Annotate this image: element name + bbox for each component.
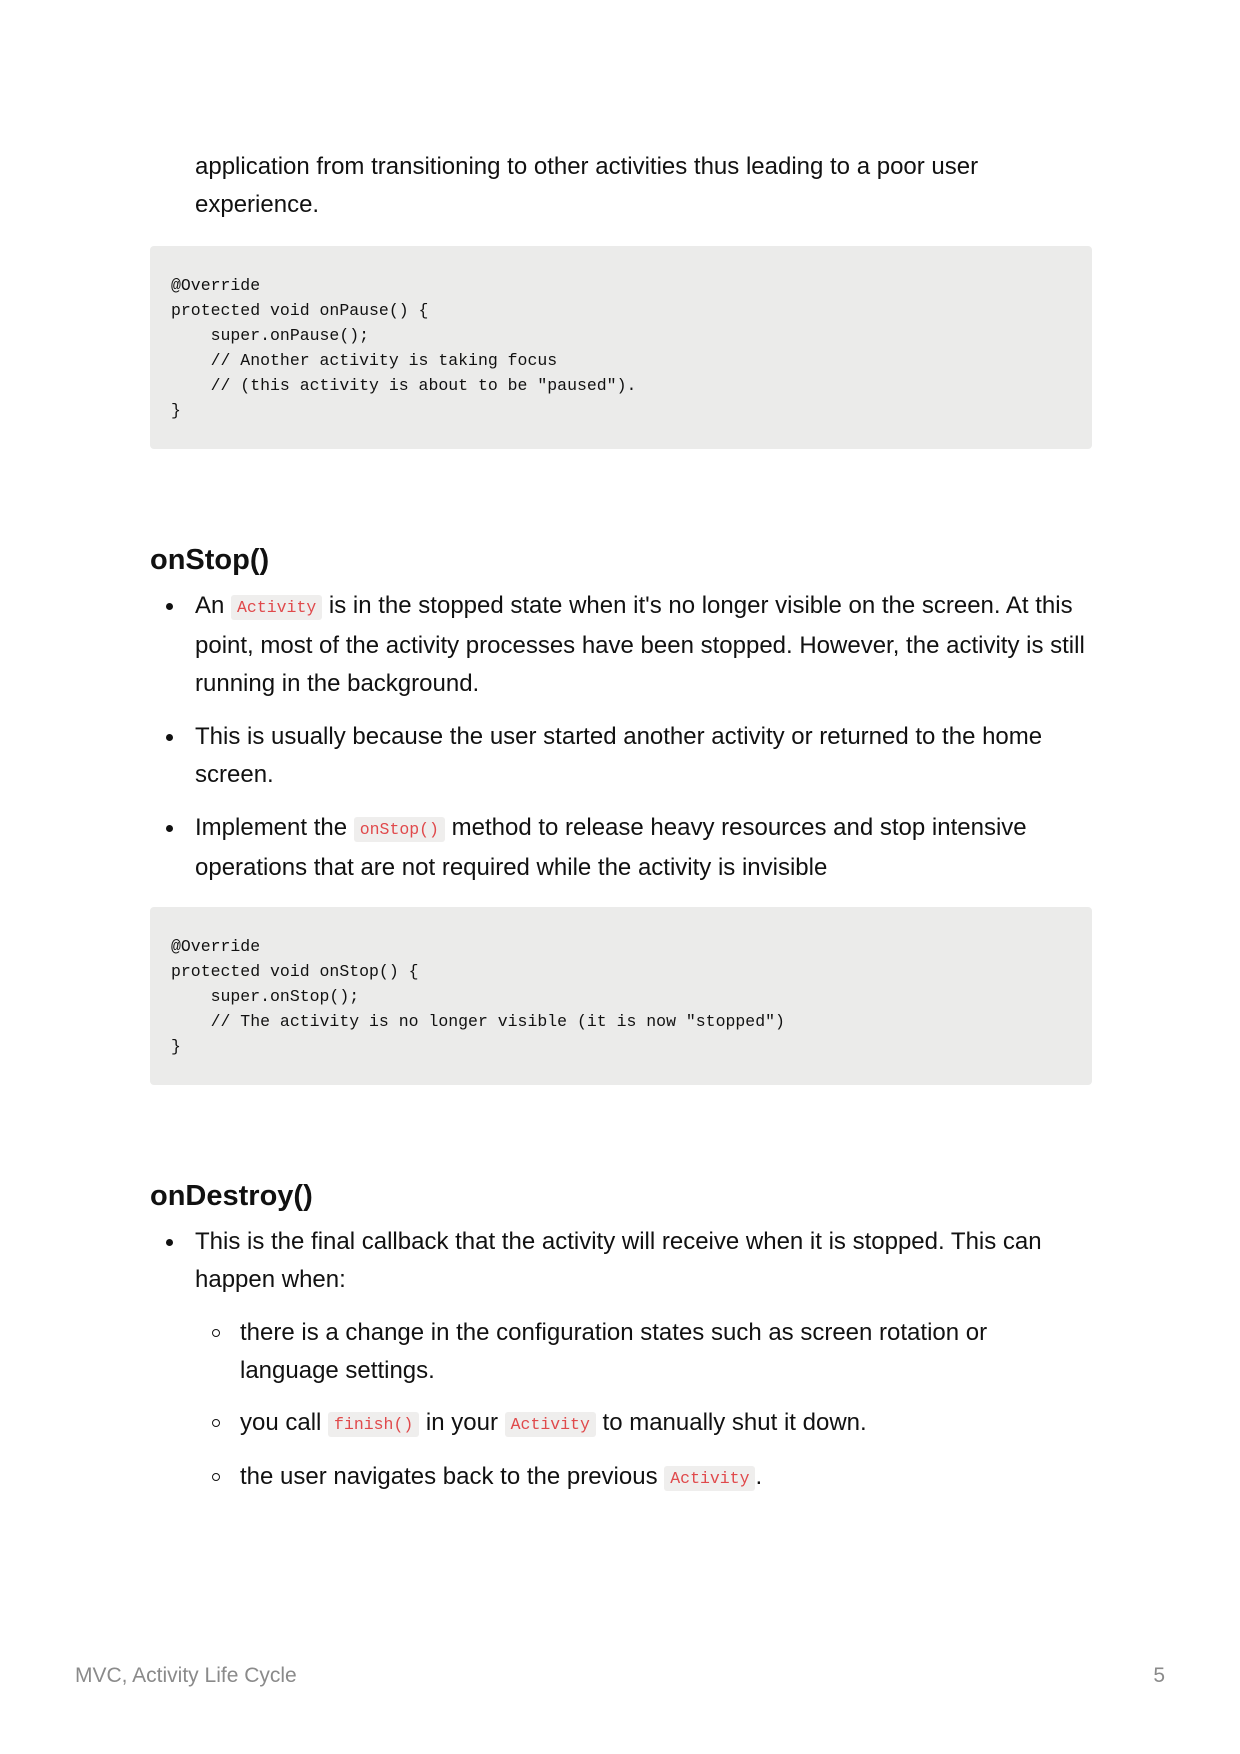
code-block-onstop: @Override protected void onStop() { super.onStop(); // The activity is no longer visible (it is now "stopped") }: [150, 907, 1092, 1085]
inline-code-activity: Activity: [231, 595, 322, 620]
list-item: An Activity is in the stopped state when it's no longer visible on the screen. At this point, most of the activity processes have been stopped. However, the activity is still running in the background.: [150, 587, 1092, 703]
list-item: This is usually because the user started another activity or returned to the home screen.: [150, 718, 1092, 794]
list-item: you call finish() in your Activity to manually shut it down.: [195, 1404, 1092, 1444]
page-content: [150, 148, 1092, 1513]
list-item: there is a change in the configuration states such as screen rotation or language settings.: [195, 1314, 1092, 1390]
list-item: Implement the onStop() method to release heavy resources and stop intensive operations that are not required while the activity is invisible: [150, 809, 1092, 887]
footer-title: MVC, Activity Life Cycle: [75, 1664, 297, 1687]
inline-code-onstop: onStop(): [354, 817, 445, 842]
inline-code-activity: Activity: [505, 1412, 596, 1437]
ondestroy-sublist: [195, 1314, 1092, 1498]
list-item: the user navigates back to the previous Activity .: [195, 1458, 1092, 1498]
code-block-onpause: @Override protected void onPause() { super.onPause(); // Another activity is taking focus // (this activity is about to be "paused"). }: [150, 246, 1092, 449]
heading-ondestroy: onDestroy(): [150, 1180, 313, 1212]
inline-code-activity: Activity: [664, 1466, 755, 1491]
ondestroy-list: [150, 1223, 1092, 1498]
page-number: 5: [1153, 1664, 1165, 1687]
intro-paragraph: application from transitioning to other activities thus leading to a poor user experience.: [195, 153, 979, 218]
list-item: This is the final callback that the activity will receive when it is stopped. This can happen when: there is a change in the configuration states such as screen rotation or language settings. you call finish() in your Activity to manually shut it down. the user navigates back to the previous Activity .: [150, 1223, 1092, 1498]
heading-onstop: onStop(): [150, 544, 270, 576]
inline-code-finish: finish(): [328, 1412, 419, 1437]
onstop-list: [150, 587, 1092, 887]
